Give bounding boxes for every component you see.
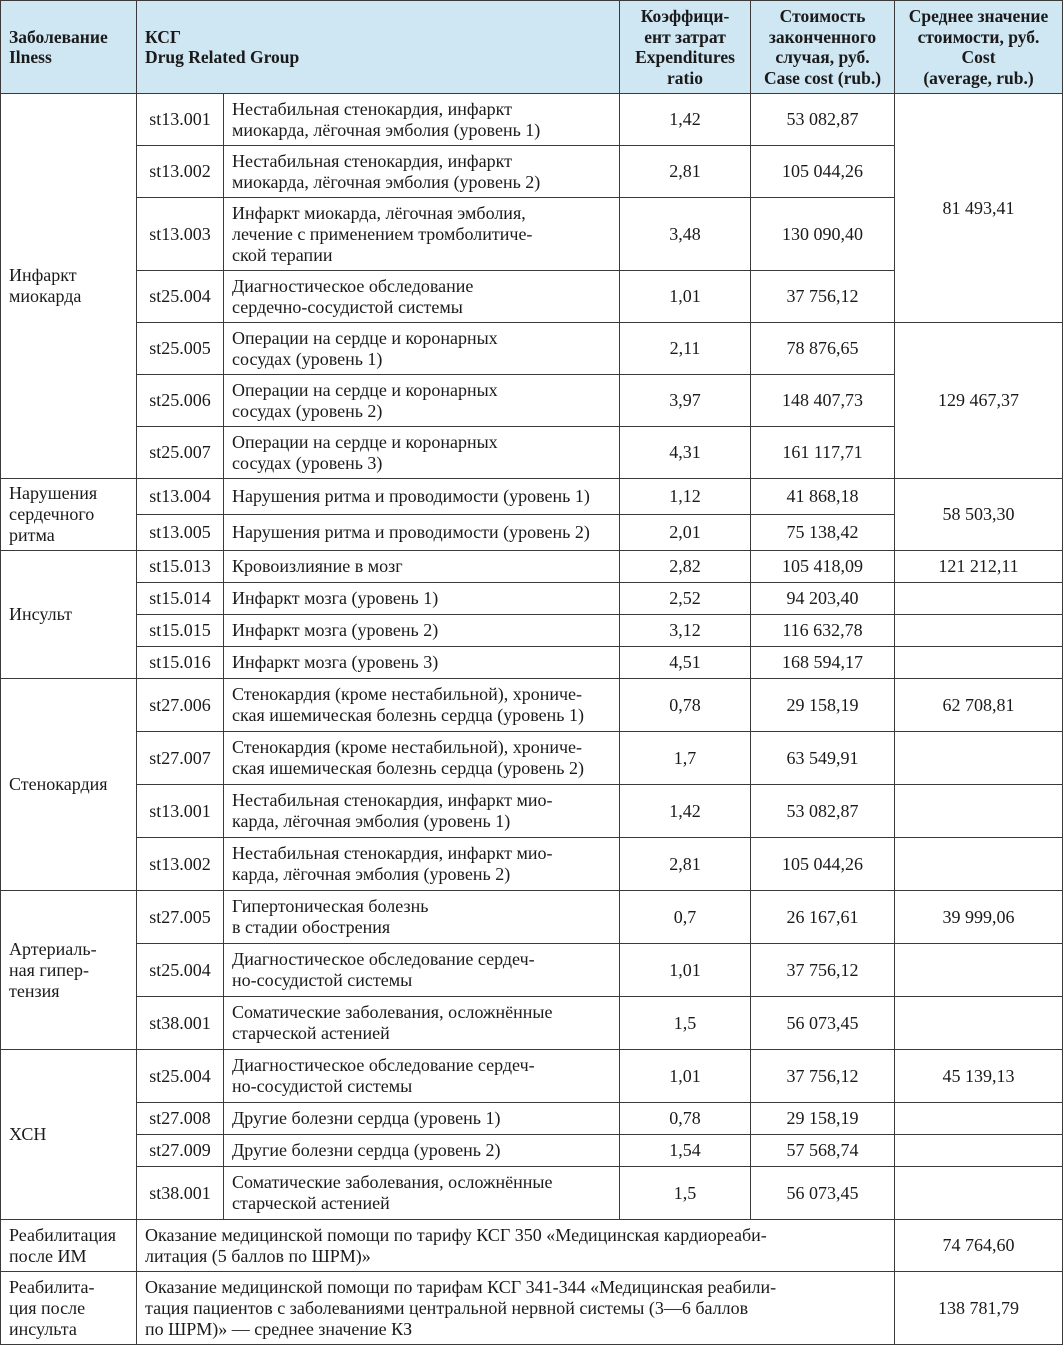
table-row: [1, 679, 1063, 732]
ksg-name: Инфаркт мозга (уровень 3): [224, 647, 620, 679]
ksg-code: st38.001: [137, 997, 224, 1050]
ksg-code: st27.009: [137, 1135, 224, 1167]
illness-cell: Инфаркт миокарда: [1, 94, 137, 479]
ratio-cell: 3,48: [620, 198, 751, 271]
ksg-code: st15.013: [137, 551, 224, 583]
ratio-cell: 2,52: [620, 583, 751, 615]
ksg-name: Соматические заболевания, осложнённые старческой астенией: [224, 997, 620, 1050]
ratio-cell: 1,12: [620, 479, 751, 515]
rehab-row: [1, 1220, 1063, 1272]
table-row: [1, 891, 1063, 944]
case-cost-cell: 57 568,74: [751, 1135, 895, 1167]
average-cost-cell: 81 493,41: [895, 94, 1063, 323]
ksg-code: st25.006: [137, 375, 224, 427]
case-cost-cell: 75 138,42: [751, 515, 895, 551]
ksg-code: st25.004: [137, 271, 224, 323]
average-cost-cell: 58 503,30: [895, 479, 1063, 551]
empty-cell: [895, 732, 1063, 785]
ksg-name: Инфаркт мозга (уровень 1): [224, 583, 620, 615]
ksg-code: st27.007: [137, 732, 224, 785]
ratio-cell: 1,54: [620, 1135, 751, 1167]
case-cost-cell: 26 167,61: [751, 891, 895, 944]
case-cost-cell: 53 082,87: [751, 785, 895, 838]
ratio-cell: 1,01: [620, 944, 751, 997]
table-row: [1, 647, 1063, 679]
ratio-cell: 3,97: [620, 375, 751, 427]
ksg-name: Гипертоническая болезнь в стадии обострения: [224, 891, 620, 944]
ratio-cell: 0,78: [620, 1103, 751, 1135]
ratio-cell: 3,12: [620, 615, 751, 647]
ksg-code: st25.004: [137, 1050, 224, 1103]
ksg-code: st27.008: [137, 1103, 224, 1135]
ksg-name: Нестабильная стенокардия, инфаркт миокарда, лёгочная эмболия (уровень 2): [224, 146, 620, 198]
table-row: [1, 323, 1063, 375]
empty-cell: [895, 997, 1063, 1050]
ksg-name: Нестабильная стенокардия, инфаркт мио- карда, лёгочная эмболия (уровень 1): [224, 785, 620, 838]
case-cost-cell: 56 073,45: [751, 997, 895, 1050]
ksg-name: Другие болезни сердца (уровень 2): [224, 1135, 620, 1167]
illness-cell: Реабилитация после ИМ: [1, 1220, 137, 1272]
ratio-cell: 4,51: [620, 647, 751, 679]
table-row: [1, 1103, 1063, 1135]
ksg-code: st15.015: [137, 615, 224, 647]
ratio-cell: 1,7: [620, 732, 751, 785]
ksg-code: st13.001: [137, 785, 224, 838]
ksg-name: Нестабильная стенокардия, инфаркт мио- карда, лёгочная эмболия (уровень 2): [224, 838, 620, 891]
case-cost-cell: 37 756,12: [751, 271, 895, 323]
ksg-code: st13.001: [137, 94, 224, 146]
header-illness: Заболевание Ilness: [1, 1, 137, 94]
average-cost-cell: 121 212,11: [895, 551, 1063, 583]
header-case-cost: Стоимость законченного случая, руб. Case cost (rub.): [751, 1, 895, 94]
ratio-cell: 2,11: [620, 323, 751, 375]
ratio-cell: 2,81: [620, 146, 751, 198]
illness-cell: Реабилита- ция после инсульта: [1, 1272, 137, 1345]
average-cost-cell: 39 999,06: [895, 891, 1063, 944]
ratio-cell: 1,42: [620, 94, 751, 146]
illness-cell: Артериаль- ная гипер- тензия: [1, 891, 137, 1050]
table-row: [1, 997, 1063, 1050]
rehab-row: [1, 1272, 1063, 1345]
illness-cell: Стенокардия: [1, 679, 137, 891]
ksg-code: st13.005: [137, 515, 224, 551]
ksg-name: Нарушения ритма и проводимости (уровень 2): [224, 515, 620, 551]
average-cost-cell: 62 708,81: [895, 679, 1063, 732]
case-cost-cell: 116 632,78: [751, 615, 895, 647]
ratio-cell: 2,81: [620, 838, 751, 891]
ksg-code: st15.014: [137, 583, 224, 615]
ratio-cell: 1,01: [620, 271, 751, 323]
empty-cell: [895, 1135, 1063, 1167]
empty-cell: [895, 647, 1063, 679]
ratio-cell: 1,5: [620, 997, 751, 1050]
ksg-name: Операции на сердце и коронарных сосудах (уровень 3): [224, 427, 620, 479]
average-cost-cell: 74 764,60: [895, 1220, 1063, 1272]
ksg-name: Диагностическое обследование сердечно-сосудистой системы: [224, 271, 620, 323]
ksg-code: st15.016: [137, 647, 224, 679]
case-cost-cell: 78 876,65: [751, 323, 895, 375]
ksg-name: Операции на сердце и коронарных сосудах (уровень 1): [224, 323, 620, 375]
empty-cell: [895, 944, 1063, 997]
rehab-description: Оказание медицинской помощи по тарифам КСГ 341-344 «Медицинская реабили- тация пациентов с заболеваниями центральной нервной системы (3—6 баллов по ШРМ)» — среднее значение КЗ: [137, 1272, 895, 1345]
ksg-code: st27.006: [137, 679, 224, 732]
case-cost-cell: 168 594,17: [751, 647, 895, 679]
table-row: [1, 732, 1063, 785]
ksg-name: Операции на сердце и коронарных сосудах (уровень 2): [224, 375, 620, 427]
table-row: [1, 615, 1063, 647]
ksg-code: st13.004: [137, 479, 224, 515]
ratio-cell: 1,01: [620, 1050, 751, 1103]
average-cost-cell: 129 467,37: [895, 323, 1063, 479]
ksg-name: Другие болезни сердца (уровень 1): [224, 1103, 620, 1135]
ksg-name: Диагностическое обследование сердеч- но-сосудистой системы: [224, 1050, 620, 1103]
ratio-cell: 1,42: [620, 785, 751, 838]
ksg-name: Нарушения ритма и проводимости (уровень 1): [224, 479, 620, 515]
table-row: [1, 94, 1063, 146]
empty-cell: [895, 583, 1063, 615]
ksg-name: Стенокардия (кроме нестабильной), хрониче- ская ишемическая болезнь сердца (уровень 2): [224, 732, 620, 785]
case-cost-cell: 37 756,12: [751, 1050, 895, 1103]
header-avg-cost: Среднее значение стоимости, руб. Cost (average, rub.): [895, 1, 1063, 94]
ratio-cell: 2,01: [620, 515, 751, 551]
empty-cell: [895, 838, 1063, 891]
table-row: [1, 944, 1063, 997]
ksg-code: st13.002: [137, 838, 224, 891]
case-cost-cell: 53 082,87: [751, 94, 895, 146]
empty-cell: [895, 615, 1063, 647]
case-cost-cell: 105 044,26: [751, 838, 895, 891]
ksg-code: st25.007: [137, 427, 224, 479]
case-cost-cell: 105 044,26: [751, 146, 895, 198]
table-row: [1, 1050, 1063, 1103]
header-ratio: Коэффици- ент затрат Expenditures ratio: [620, 1, 751, 94]
case-cost-cell: 130 090,40: [751, 198, 895, 271]
ksg-name: Нестабильная стенокардия, инфаркт миокарда, лёгочная эмболия (уровень 1): [224, 94, 620, 146]
case-cost-cell: 94 203,40: [751, 583, 895, 615]
case-cost-cell: 63 549,91: [751, 732, 895, 785]
ksg-name: Стенокардия (кроме нестабильной), хрониче- ская ишемическая болезнь сердца (уровень 1): [224, 679, 620, 732]
ratio-cell: 0,78: [620, 679, 751, 732]
ksg-name: Соматические заболевания, осложнённые старческой астенией: [224, 1167, 620, 1220]
illness-cell: Инсульт: [1, 551, 137, 679]
table-row: [1, 1135, 1063, 1167]
ksg-name: Кровоизлияние в мозг: [224, 551, 620, 583]
ratio-cell: 4,31: [620, 427, 751, 479]
case-cost-cell: 56 073,45: [751, 1167, 895, 1220]
case-cost-cell: 37 756,12: [751, 944, 895, 997]
ksg-name: Инфаркт мозга (уровень 2): [224, 615, 620, 647]
table-row: [1, 785, 1063, 838]
ksg-code: st25.005: [137, 323, 224, 375]
average-cost-cell: 138 781,79: [895, 1272, 1063, 1345]
ksg-code: st13.002: [137, 146, 224, 198]
ksg-code: st27.005: [137, 891, 224, 944]
case-cost-cell: 29 158,19: [751, 679, 895, 732]
table-row: [1, 838, 1063, 891]
header-ksg: КСГ Drug Related Group: [137, 1, 620, 94]
table-row: [1, 1167, 1063, 1220]
case-cost-cell: 148 407,73: [751, 375, 895, 427]
ksg-name: Диагностическое обследование сердеч- но-сосудистой системы: [224, 944, 620, 997]
illness-cell: Нарушения сердечного ритма: [1, 479, 137, 551]
ratio-cell: 1,5: [620, 1167, 751, 1220]
case-cost-cell: 29 158,19: [751, 1103, 895, 1135]
table-row: [1, 551, 1063, 583]
ksg-code: st13.003: [137, 198, 224, 271]
ratio-cell: 0,7: [620, 891, 751, 944]
ksg-code: st25.004: [137, 944, 224, 997]
table-row: [1, 479, 1063, 515]
header-row: [1, 1, 1063, 94]
ratio-cell: 2,82: [620, 551, 751, 583]
average-cost-cell: 45 139,13: [895, 1050, 1063, 1103]
table-row: [1, 583, 1063, 615]
ksg-name: Инфаркт миокарда, лёгочная эмболия, лечение с применением тромболитиче- ской терапии: [224, 198, 620, 271]
rehab-description: Оказание медицинской помощи по тарифу КСГ 350 «Медицинская кардиореаби- литация (5 баллов по ШРМ)»: [137, 1220, 895, 1272]
case-cost-cell: 161 117,71: [751, 427, 895, 479]
empty-cell: [895, 785, 1063, 838]
case-cost-cell: 41 868,18: [751, 479, 895, 515]
ksg-code: st38.001: [137, 1167, 224, 1220]
empty-cell: [895, 1167, 1063, 1220]
empty-cell: [895, 1103, 1063, 1135]
illness-cell: ХСН: [1, 1050, 137, 1220]
case-cost-cell: 105 418,09: [751, 551, 895, 583]
